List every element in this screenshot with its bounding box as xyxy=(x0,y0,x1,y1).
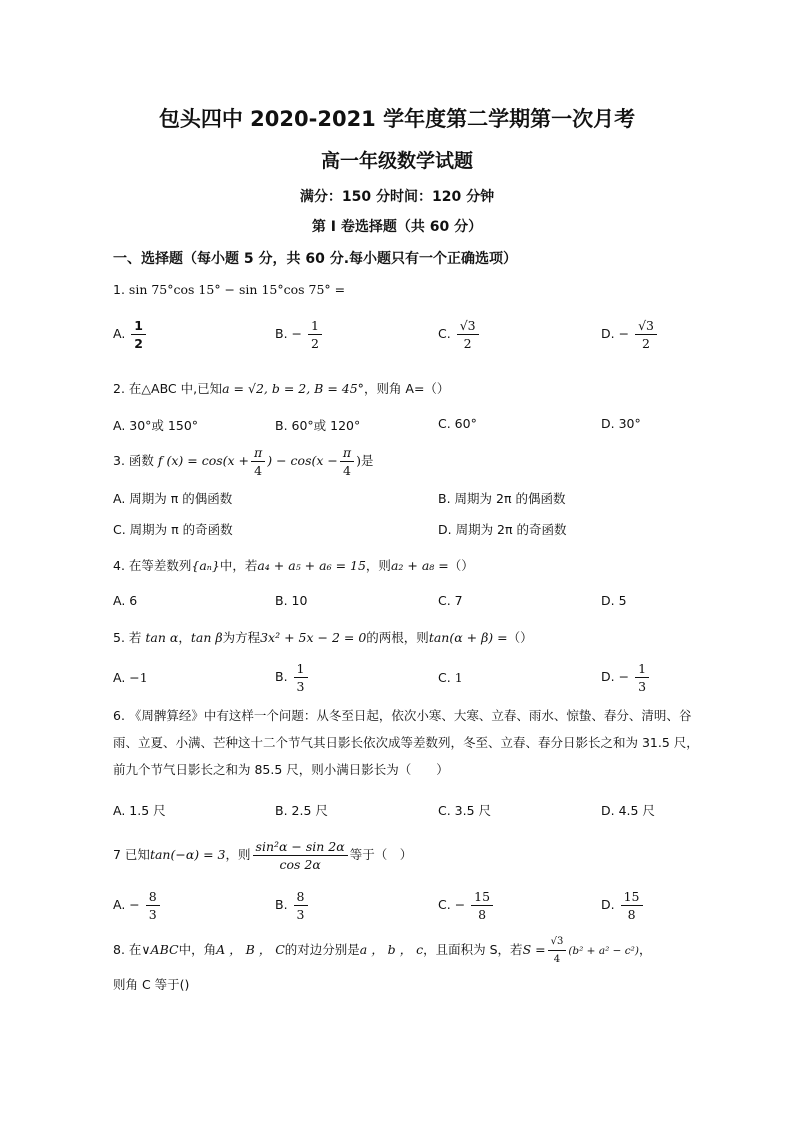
denominator: 2 xyxy=(134,336,143,351)
denominator: 4 xyxy=(343,463,351,478)
numerator: 8 xyxy=(146,888,160,906)
denominator: 3 xyxy=(638,679,647,694)
question-expression: A ， B ， C xyxy=(216,942,285,957)
option-label: A. xyxy=(113,326,126,341)
denominator: 4 xyxy=(553,954,561,965)
denominator: 2 xyxy=(311,336,319,351)
option-a: A. 1.5 尺 xyxy=(113,803,166,818)
numerator: 15 xyxy=(621,888,643,906)
numerator: 15 xyxy=(471,888,493,906)
question-text: 4. 在等差数列 xyxy=(113,558,192,573)
option-c: C. 60° xyxy=(438,416,477,431)
option-a: A. 周期为 π 的偶函数 xyxy=(113,491,233,506)
question-text: ，则角 A=（） xyxy=(363,381,450,396)
option-label: D. xyxy=(601,669,615,684)
option-a xyxy=(113,670,148,685)
option-b xyxy=(275,660,310,695)
option-label: C. xyxy=(438,897,451,912)
numerator: π xyxy=(340,444,354,462)
option-label: A. xyxy=(113,670,126,685)
option-d xyxy=(601,888,645,923)
question-text: 中，角 xyxy=(178,942,217,957)
question-expression: tan(α + β) = xyxy=(428,630,508,645)
numerator: 1 xyxy=(635,660,649,678)
option-d: D. 5 xyxy=(601,593,627,608)
minus-sign: − xyxy=(454,897,466,912)
denominator: cos 2α xyxy=(279,857,321,872)
numerator: π xyxy=(251,444,265,462)
fraction xyxy=(253,838,348,873)
question-2 xyxy=(113,379,449,397)
question-8 xyxy=(113,933,651,968)
option-b: B. 10 xyxy=(275,593,308,608)
question-text: 中，若 xyxy=(219,558,258,573)
option-b: B. 周期为 2π 的偶函数 xyxy=(438,491,566,506)
numerator: sin²α − sin 2α xyxy=(253,838,348,856)
question-expression: a₄ + a₅ + a₆ = 15 xyxy=(257,558,366,573)
denominator: 3 xyxy=(148,907,157,922)
fraction xyxy=(131,317,146,352)
fraction xyxy=(457,317,479,352)
exam-meta: 满分：150 分时间：120 分钟 xyxy=(299,189,495,205)
option-a: A. 30°或 150° xyxy=(113,418,199,433)
denominator: 3 xyxy=(296,907,305,922)
question-text: 是 xyxy=(360,453,374,468)
question-expression: f (x) = cos(x + xyxy=(157,453,250,468)
numerator: √3 xyxy=(548,933,567,951)
option-label: B. xyxy=(275,897,288,912)
option-d: D. 4.5 尺 xyxy=(601,803,655,818)
option-b xyxy=(275,888,310,923)
option-label: B. xyxy=(275,326,288,341)
option-value: −1 xyxy=(129,670,148,685)
fraction xyxy=(548,933,567,968)
question-text: ， xyxy=(638,942,652,957)
option-d xyxy=(601,660,651,695)
option-b: B. 60°或 120° xyxy=(275,418,361,433)
question-expression: ) − cos(x − xyxy=(267,453,338,468)
option-a xyxy=(113,317,148,352)
question-expression: ∨ABC xyxy=(141,942,179,957)
question-text: 8. 在 xyxy=(113,942,142,957)
question-text: ，且面积为 S，若 xyxy=(423,942,523,957)
option-c xyxy=(438,888,495,923)
option-label: A. xyxy=(113,897,126,912)
question-expression: tan α xyxy=(145,630,179,645)
numerator: √3 xyxy=(457,317,479,335)
option-d: D. 周期为 2π 的奇函数 xyxy=(438,522,567,537)
question-text: （） xyxy=(507,630,533,645)
minus-sign: − xyxy=(618,669,630,684)
fraction xyxy=(635,660,649,695)
question-expression: S = xyxy=(522,942,546,957)
question-text: （） xyxy=(448,558,474,573)
question-expression: sin 75°cos 15° − sin 15°cos 75° = xyxy=(128,282,346,297)
option-a: A. 6 xyxy=(113,593,138,608)
question-1 xyxy=(113,282,345,297)
question-number: 1. xyxy=(113,282,125,297)
exam-part: 第 I 卷选择题（共 60 分） xyxy=(311,219,483,235)
question-expression: (b² + a² − c²) xyxy=(568,945,639,957)
fraction xyxy=(146,888,160,923)
question-text: 2. 在△ABC 中,已知 xyxy=(113,381,223,396)
option-label: C. xyxy=(438,326,451,341)
fraction xyxy=(621,888,643,923)
fraction xyxy=(294,888,308,923)
fraction xyxy=(635,317,657,352)
option-c: C. 3.5 尺 xyxy=(438,803,492,818)
option-a xyxy=(113,888,162,923)
section-heading: 一、选择题（每小题 5 分，共 60 分.每小题只有一个正确选项） xyxy=(113,251,518,267)
question-6: 6. 《周髀算经》中有这样一个问题：从冬至日起，依次小寒、大寒、立春、雨水、惊蛰、春分、清明、谷雨、立夏、小满、芒种这十二个节气其日影长依次成等差数列，冬至、立春、春分日影长之和为 31.5 尺，前九个节气日影长之和为 85.5 尺，则小满日影长为（ ） xyxy=(113,708,699,777)
numerator: 1 xyxy=(131,317,146,335)
denominator: 8 xyxy=(627,907,636,922)
question-text: 5. 若 xyxy=(113,630,142,645)
fraction xyxy=(294,660,308,695)
question-expression: a = √2, b = 2, B = 45° xyxy=(222,381,364,396)
option-label: D. xyxy=(601,897,615,912)
question-text: ，则 xyxy=(225,847,251,862)
option-d xyxy=(601,317,659,352)
numerator: 1 xyxy=(308,317,322,335)
question-expression: tan β xyxy=(190,630,223,645)
option-label: D. xyxy=(601,326,615,341)
question-expression: a₂ + a₈ = xyxy=(390,558,449,573)
fraction xyxy=(308,317,322,352)
minus-sign: − xyxy=(618,326,630,341)
exam-subtitle: 高一年级数学试题 xyxy=(320,150,473,172)
denominator: 3 xyxy=(296,679,305,694)
numerator: 1 xyxy=(294,660,308,678)
numerator: 8 xyxy=(294,888,308,906)
question-3 xyxy=(113,444,374,479)
exam-title: 包头四中 2020-2021 学年度第二学期第一次月考 xyxy=(158,107,636,131)
fraction xyxy=(340,444,354,479)
denominator: 2 xyxy=(642,336,650,351)
fraction xyxy=(471,888,493,923)
denominator: 4 xyxy=(254,463,263,478)
question-expression: {aₙ} xyxy=(191,558,220,573)
question-text: 的对边分别是 xyxy=(284,942,360,957)
option-label: C. xyxy=(438,670,451,685)
option-c xyxy=(438,317,481,352)
option-d: D. 30° xyxy=(601,416,641,431)
question-text: ，则 xyxy=(365,558,391,573)
question-8-line-2: 则角 C 等于() xyxy=(113,977,190,992)
question-expression: a ， b ， c xyxy=(359,942,424,957)
option-c: C. 周期为 π 的奇函数 xyxy=(113,522,233,537)
option-value: 1 xyxy=(454,670,463,685)
option-c xyxy=(438,670,463,685)
question-text: ， xyxy=(178,630,191,645)
question-text: 为方程 xyxy=(222,630,261,645)
question-expression: ) xyxy=(356,453,361,468)
minus-sign: − xyxy=(129,897,140,912)
question-expression: tan(−α) = 3 xyxy=(149,847,226,862)
option-b: B. 2.5 尺 xyxy=(275,803,328,818)
option-b xyxy=(275,317,324,352)
question-expression: 3x² + 5x − 2 = 0 xyxy=(260,630,367,645)
question-text: 3. 函数 xyxy=(113,453,154,468)
fraction xyxy=(251,444,265,479)
numerator: √3 xyxy=(635,317,657,335)
question-5 xyxy=(113,628,533,646)
question-text: 等于（ ） xyxy=(349,847,413,862)
question-text: 7 已知 xyxy=(113,847,150,862)
option-c: C. 7 xyxy=(438,593,463,608)
question-text: 的两根，则 xyxy=(366,630,429,645)
question-4 xyxy=(113,556,474,574)
denominator: 8 xyxy=(478,907,487,922)
question-7 xyxy=(113,838,412,873)
minus-sign: − xyxy=(291,326,303,341)
denominator: 2 xyxy=(463,336,472,351)
option-label: B. xyxy=(275,669,288,684)
